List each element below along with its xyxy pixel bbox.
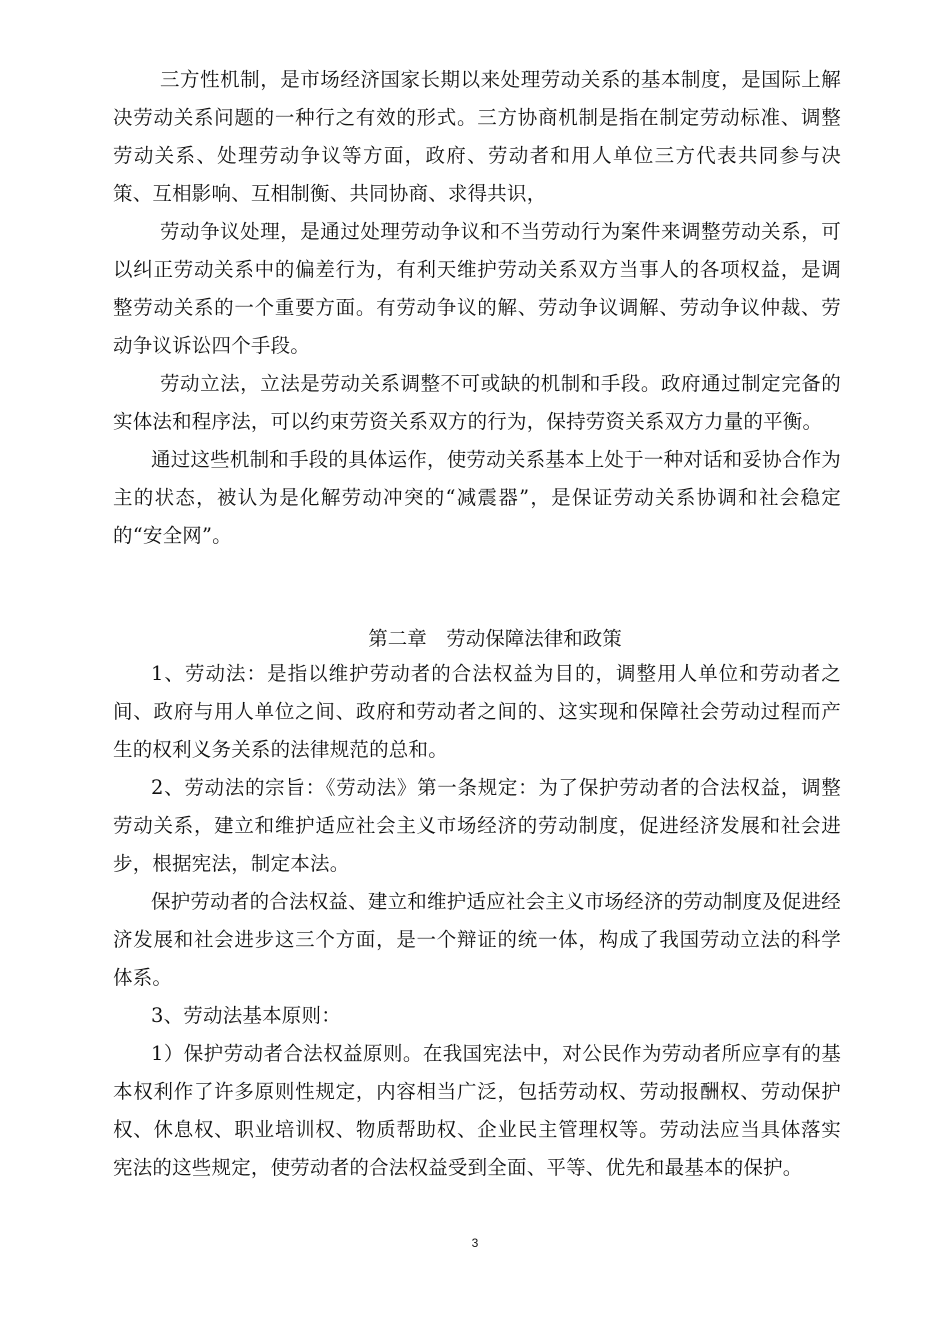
chapter-title: 第二章 劳动保障法律和政策 [368, 627, 622, 650]
page-number: 3 [471, 1236, 479, 1250]
paragraph-labor-legislation: 劳动立法，立法是劳动关系调整不可或缺的机制和手段。政府通过制定完备的实体法和程序法，可以约束劳资关系双方的行为，保持劳资关系双方力量的平衡。 [113, 372, 841, 433]
paragraph-tripartite-mechanism: 三方性机制，是市场经济国家长期以来处理劳动关系的基本制度，是国际上解决劳动关系问题的一种行之有效的形式。三方协商机制是指在制定劳动标准、调整劳动关系、处理劳动争议等方面，政府、劳动者和用人单位三方代表共同参与决策、互相影响、互相制衡、共同协商、求得共识， [113, 68, 841, 205]
paragraph-basic-principles-heading: 3、劳动法基本原则： [151, 1004, 341, 1027]
paragraph-labor-dispute-handling: 劳动争议处理，是通过处理劳动争议和不当劳动行为案件来调整劳动关系，可以纠正劳动关系中的偏差行为，有利天维护劳动关系双方当事人的各项权益，是调整劳动关系的一个重要方面。有劳动争议的解、劳动争议调解、劳动争议仲裁、劳动争议诉讼四个手段。 [113, 220, 841, 357]
paragraph-labor-law-definition: 1、劳动法：是指以维护劳动者的合法权益为目的，调整用人单位和劳动者之间、政府与用人单位之间、政府和劳动者之间的、这实现和保障社会劳动过程而产生的权利义务关系的法律规范的总和。 [113, 662, 841, 761]
section-labor-law [113, 655, 841, 1187]
paragraph-labor-law-purpose: 2、劳动法的宗旨：《劳动法》第一条规定：为了保护劳动者的合法权益，调整劳动关系，建立和维护适应社会主义市场经济的劳动制度，促进经济发展和社会进步，根据宪法，制定本法。 [113, 776, 841, 875]
paragraph-protect-rights-principle: 1）保护劳动者合法权益原则。在我国宪法中，对公民作为劳动者所应享有的基本权利作了许多原则性规定，内容相当广泛，包括劳动权、劳动报酬权、劳动保护权、休息权、职业培训权、物质帮助权、企业民主管理权等。劳动法应当具体落实宪法的这些规定，使劳动者的合法权益受到全面、平等、优先和最基本的保护。 [113, 1042, 841, 1179]
paragraph-mechanisms-summary: 通过这些机制和手段的具体运作，使劳动关系基本上处于一种对话和妥协合作为主的状态，被认为是化解劳动冲突的“减震器”，是保证劳动关系协调和社会稳定的“安全网”。 [113, 448, 841, 547]
section-labor-relations-mechanisms [113, 61, 841, 555]
paragraph-three-aspects: 保护劳动者的合法权益、建立和维护适应社会主义市场经济的劳动制度及促进经济发展和社会进步这三个方面，是一个辩证的统一体，构成了我国劳动立法的科学体系。 [113, 890, 841, 989]
